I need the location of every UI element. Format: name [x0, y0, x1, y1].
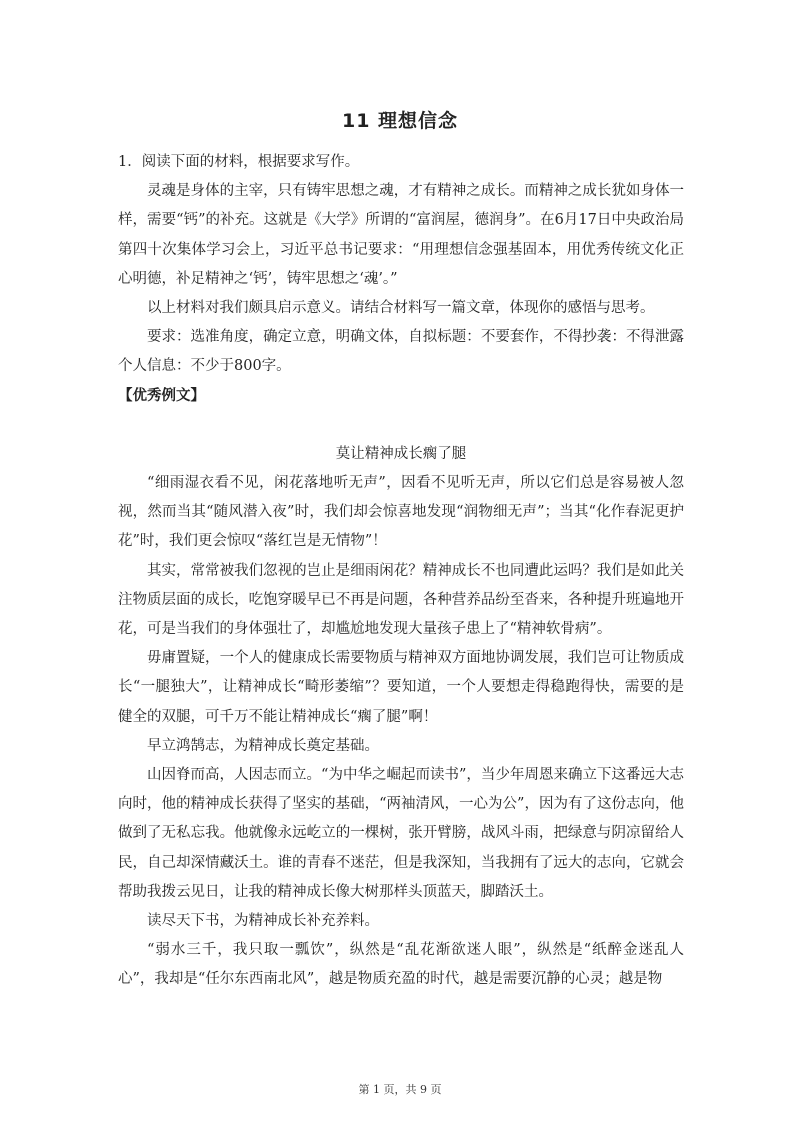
essay-paragraph: “细雨湿衣看不见，闲花落地听无声”，因看不见听无声，所以它们总是容易被人忽视，然而当其“随风潜入夜”时，我们却会惊喜地发现“润物细无声”；当其“化作春泥更护花”时，我们更会惊叹“落红岂是无情物”！	[118, 475, 684, 550]
essay-paragraph: 其实，常常被我们忽视的岂止是细雨闲花？精神成长不也同遭此运吗？我们是如此关注物质层面的成长，吃饱穿暖早已不再是问题，各种营养品纷至沓来，各种提升班遍地开花，可是当我们的身体强壮了，却尴尬地发现大量孩子患上了“精神软骨病”。	[118, 562, 684, 638]
essay-title: 莫让精神成长瘸了腿	[335, 445, 467, 462]
page-title: 11 理想信念	[341, 110, 459, 132]
essay-subheading: 读尽天下书，为精神成长补充养料。	[147, 913, 379, 930]
essay-paragraph: “弱水三千，我只取一瓢饮”，纵然是“乱花渐欲迷人眼”，纵然是“纸醉金迷乱人心”，我却是“任尔东西南北风”，越是物质充盈的时代，越是需要沉静的心灵；越是物	[118, 942, 684, 988]
material-paragraph: 灵魂是身体的主宰，只有铸牢思想之魂，才有精神之成长。而精神之成长犹如身体一样，需要“钙”的补充。这就是《大学》所谓的“富润屋，德润身”。在6月17日中央政治局第四十次集体学习会上，习近平总书记要求：“用理想信念强基固本，用优秀传统文化正心明德，补足精神之‘钙’，铸牢思想之‘魂’。”	[118, 183, 684, 287]
page-footer: 第 1 页，共 9 页	[358, 1083, 442, 1096]
section-label: 【优秀例文】	[118, 387, 205, 404]
essay-paragraph: 毋庸置疑，一个人的健康成长需要物质与精神双方面地协调发展，我们岂可让物质成长“一腿独大”，让精神成长“畸形萎缩”？要知道，一个人要想走得稳跑得快，需要的是健全的双腿，可千万不能让精神成长“瘸了腿”啊！	[118, 650, 684, 725]
document-body	[118, 148, 684, 995]
requirements-paragraph: 要求：选准角度，确定立意，明确文体，自拟标题：不要套作，不得抄袭：不得泄露个人信息：不少于800字。	[118, 329, 684, 375]
essay-subheading: 早立鸿鹄志，为精神成长奠定基础。	[147, 737, 379, 754]
question-prompt: 1．阅读下面的材料，根据要求写作。	[118, 154, 360, 170]
essay-paragraph: 山因脊而高，人因志而立。“为中华之崛起而读书”，当少年周恩来确立下这番远大志向时，他的精神成长获得了坚实的基础，“两袖清风，一心为公”，因为有了这份志向，他做到了无私忘我。他就像永远屹立的一棵树，张开臂膀，战风斗雨，把绿意与阴凉留给人民，自己却深情藏沃土。谁的青春不迷茫，但是我深知，当我拥有了远大的志向，它就会帮助我拨云见日，让我的精神成长像大树那样头顶蓝天，脚踏沃土。	[118, 767, 684, 900]
instruction-paragraph: 以上材料对我们颇具启示意义。请结合材料写一篇文章，体现你的感悟与思考。	[147, 300, 655, 317]
